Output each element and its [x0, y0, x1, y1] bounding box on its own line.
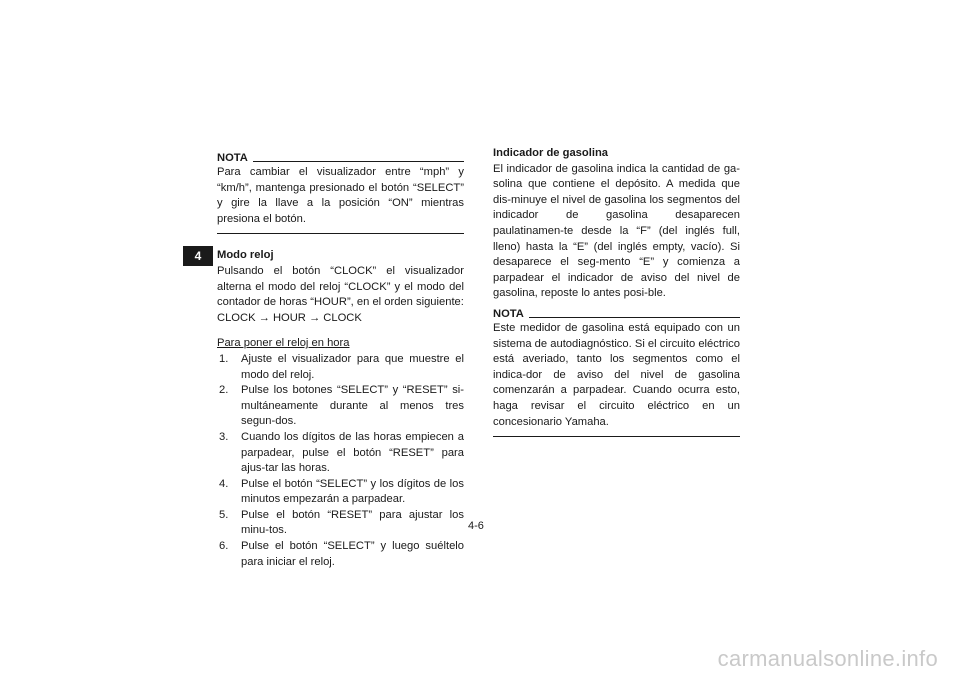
- nota-header: [217, 152, 464, 165]
- nota-text: Para cambiar el visualizador entre “mph” y “km/h”, mantenga presionado el botón “SELECT” y gire la llave a la posición “ON” mientras presiona el botón.: [217, 166, 464, 225]
- nota-label: NOTA: [217, 152, 248, 164]
- step-number: 5.: [219, 508, 229, 521]
- step-text: Cuando los dígitos de las horas empiecen a parpadear, pulse el botón “RESET” para ajus-tar las horas.: [241, 430, 464, 475]
- page-number: 4-6: [468, 520, 484, 532]
- list-item: [217, 352, 464, 383]
- watermark: carmanualsonline.info: [717, 646, 938, 671]
- nota-rule: [253, 161, 464, 162]
- step-text: Pulse el botón “SELECT” y los dígitos de los minutos empezarán a parpadear.: [241, 477, 464, 506]
- fuel-gauge-body: El indicador de gasolina indica la cantidad de ga-solina que contiene el depósito. A medida que dis-minuye el nivel de gasolina los segmentos del indicador de gasolina desaparecen paulatinamen-te desde la “F” (del inglés full, lleno) hasta la “E” (del inglés empty, vacío). Si desaparece el seg-mento “E” y comienza a parpadear el indicador de aviso del nivel de gasolina, reposte lo antes posi-ble.: [493, 162, 740, 300]
- step-number: 3.: [219, 430, 229, 443]
- section-tab: 4: [183, 246, 213, 266]
- set-clock-subheading: Para poner el reloj en hora: [217, 337, 350, 350]
- step-text: Pulse los botones “SELECT” y “RESET” si-multáneamente durante al menos tres segun-dos.: [241, 384, 464, 428]
- step-text: Pulse el botón “RESET” para ajustar los minu-tos.: [241, 508, 464, 537]
- left-column: [217, 152, 464, 570]
- section-heading-fuel-gauge: Indicador de gasolina: [493, 147, 609, 159]
- list-item: [217, 508, 464, 539]
- clock-mode-sequence: CLOCK → HOUR → CLOCK: [217, 311, 362, 324]
- nota-rule: [529, 317, 740, 318]
- list-item: [217, 539, 464, 570]
- section-heading-clock-mode: Modo reloj: [217, 249, 274, 262]
- step-number: 1.: [219, 352, 229, 365]
- step-text: Ajuste el visualizador para que muestre el modo del reloj.: [241, 352, 464, 381]
- nota-header: [493, 308, 740, 321]
- clock-mode-body: Pulsando el botón “CLOCK” el visualizador alterna el modo del reloj “CLOCK” y el modo del contador de horas “HOUR”, en el orden siguiente:: [217, 264, 464, 309]
- list-item: [217, 477, 464, 508]
- right-column: [493, 146, 740, 437]
- list-item: [217, 383, 464, 430]
- list-item: [217, 430, 464, 477]
- step-number: 4.: [219, 477, 229, 490]
- step-number: 2.: [219, 384, 229, 397]
- nota-text: Este medidor de gasolina está equipado con un sistema de autodiagnóstico. Si el circuito eléctrico está averiado, tanto los segmentos como el indica-dor de aviso del nivel de gasolina comenzarán a parpadear. Cuando ocurra esto, haga revisar el circuito eléctrico en un concesionario Yamaha.: [493, 321, 740, 428]
- set-clock-steps: [217, 352, 464, 570]
- nota-label: NOTA: [493, 307, 524, 320]
- nota-end-rule: [493, 436, 740, 437]
- step-text: Pulse el botón “SELECT” y luego suéltelo para iniciar el reloj.: [241, 540, 464, 568]
- step-number: 6.: [219, 540, 229, 553]
